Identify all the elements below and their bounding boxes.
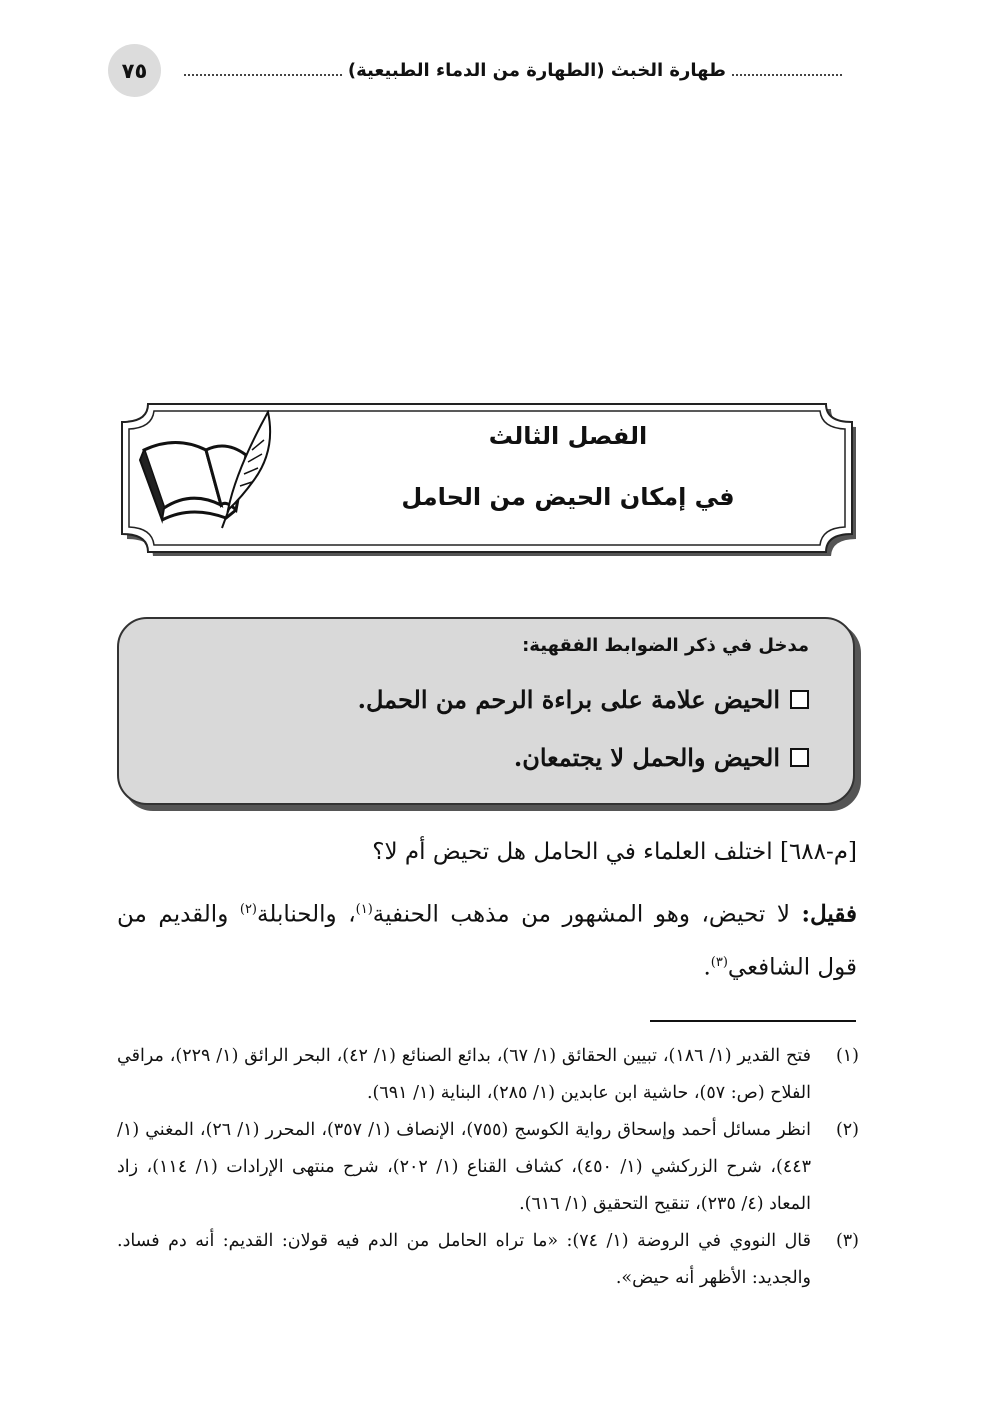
page-header bbox=[108, 44, 848, 96]
footnote-ref[interactable]: (١) bbox=[355, 902, 373, 917]
paragraph-text: والقديم من قول الشافعي bbox=[117, 901, 857, 981]
footnote-text: قال النووي في الروضة (١/ ٧٤): «ما تراه الحامل من الدم فيه قولان: القديم: أنه دم فساد. والجديد: الأظهر أنه حيض». bbox=[117, 1231, 811, 1288]
running-title-text: طهارة الخبث (الطهارة من الدماء الطبيعية) bbox=[347, 59, 726, 81]
paragraph-text: لا تحيض، وهو المشهور من مذهب الحنفية bbox=[372, 901, 802, 928]
rule-text: الحيض علامة على براءة الرحم من الحمل. bbox=[357, 685, 780, 714]
rule-item bbox=[358, 685, 809, 714]
checkbox-square-icon bbox=[790, 690, 809, 709]
leader-dots bbox=[732, 74, 842, 76]
rules-heading: مدخل في ذكر الضوابط الفقهية: bbox=[522, 635, 809, 656]
footnote-ref[interactable]: (٣) bbox=[710, 954, 728, 970]
footnote bbox=[117, 1038, 859, 1112]
chapter-title: الفصل الثالث bbox=[488, 422, 648, 450]
footnote-number: (٣) bbox=[835, 1231, 859, 1251]
footnote-ref[interactable]: (٢) bbox=[239, 902, 257, 917]
chapter-subtitle: في إمكان الحيض من الحامل bbox=[401, 483, 735, 511]
footnote-number: (٢) bbox=[835, 1120, 859, 1140]
paragraph-text: . bbox=[703, 954, 711, 981]
chapter-heading-box bbox=[118, 400, 856, 556]
rules-box bbox=[117, 617, 855, 805]
footnote-text: فتح القدير (١/ ١٨٦)، تبيين الحقائق (١/ ٦٧)، بدائع الصنائع (١/ ٤٢)، البحر الرائق (١/ ٢٢٩)، مراقي الفلاح (ص: ٥٧)، حاشية ابن عابدين (١/ ٢٨٥)، البناية (١/ ٦٩١). bbox=[117, 1046, 811, 1103]
page-number-badge: ٧٥ bbox=[108, 44, 161, 97]
footnote bbox=[117, 1223, 859, 1297]
footnotes bbox=[117, 1038, 859, 1297]
paragraph-text: ، والحنابلة bbox=[257, 901, 356, 928]
rule-item bbox=[514, 743, 809, 772]
footnote-separator bbox=[650, 1020, 856, 1022]
footnote-number: (١) bbox=[835, 1046, 859, 1066]
running-title bbox=[178, 56, 848, 84]
body-paragraph bbox=[117, 886, 857, 991]
book-and-quill-icon bbox=[136, 410, 276, 535]
footnote bbox=[117, 1112, 859, 1223]
footnote-text: انظر مسائل أحمد وإسحاق رواية الكوسج (٧٥٥)، الإنصاف (١/ ٣٥٧)، المحرر (١/ ٢٦)، المغني (١/ ٤٤٣)، شرح الزركشي (١/ ٤٥٠)، كشاف القناع (١/ ٢٠٢)، شرح منتهى الإرادات (١/ ١١٤)، زاد المعاد (٤/ ٢٣٥)، تنقيح التحقيق (١/ ٦١٦). bbox=[117, 1120, 812, 1214]
body-paragraph: [م-٦٨٨] اختلف العلماء في الحامل هل تحيض أم لا؟ bbox=[372, 839, 857, 865]
leader-dots bbox=[184, 74, 342, 76]
checkbox-square-icon bbox=[790, 748, 809, 767]
paragraph-lead: فقيل: bbox=[801, 900, 857, 928]
rule-text: الحيض والحمل لا يجتمعان. bbox=[513, 743, 780, 772]
